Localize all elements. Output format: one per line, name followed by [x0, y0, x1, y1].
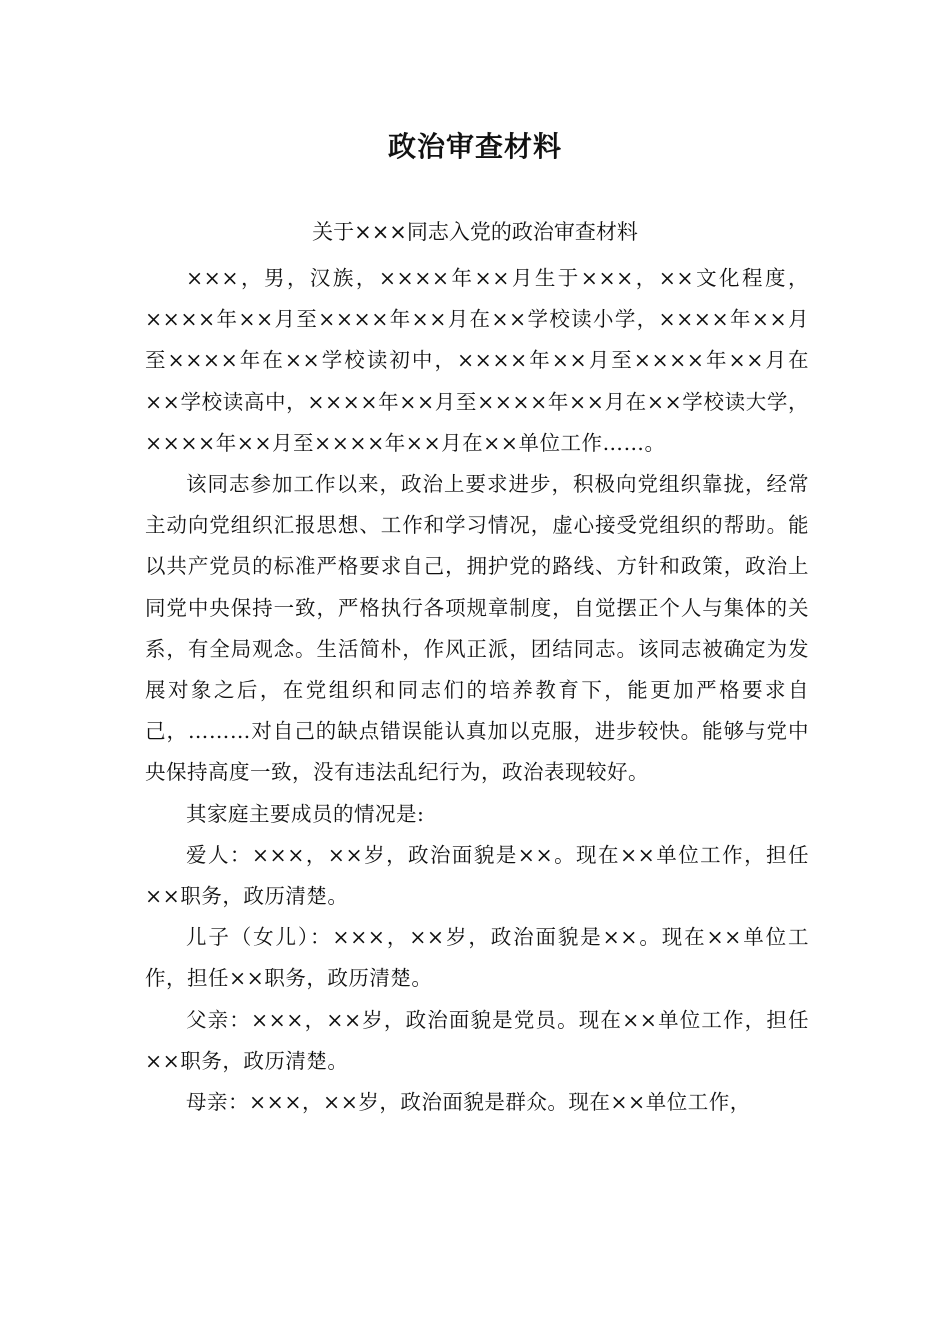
paragraph-child: 儿子（女儿）：×××，××岁，政治面貌是××。现在××单位工作，担任××职务，政历清楚。 — [145, 925, 809, 991]
paragraph-family-intro: 其家庭主要成员的情况是: — [186, 801, 425, 826]
document-title: 政治审查材料 — [387, 130, 562, 163]
paragraph-spouse: 爱人：×××，××岁，政治面貌是××。现在××单位工作，担任××职务，政历清楚。 — [145, 842, 809, 909]
paragraph-political-performance: 该同志参加工作以来，政治上要求进步，积极向党组织靠拢，经常主动向党组织汇报思想、工作和学习情况，虚心接受党组织的帮助。能以共产党员的标准严格要求自己，拥护党的路线、方针和政策，政治上同党中央保持一致，严格执行各项规章制度，自觉摆正个人与集体的关系，有全局观念。生活简朴，作风正派，团结同志。该同志被确定为发展对象之后，在党组织和同志们的培养教育下，能更加严格要求自己，………对自己的缺点错误能认真加以克服，进步较快。能够与党中央保持高度一致，没有违法乱纪行为，政治表现较好。 — [145, 472, 809, 785]
paragraph-personal-history: ×××，男，汉族，××××年××月生于×××，××文化程度，××××年××月至××××年××月在××学校读小学，××××年××月至××××年在××学校读初中，××××年××月至××××年××月在××学校读高中，××××年××月至××××年××月在××学校读大学，××××年××月至××××年××月在××单位工作……。 — [145, 266, 809, 455]
document-body — [145, 258, 809, 1123]
document-subtitle: 关于×××同志入党的政治审查材料 — [312, 220, 638, 244]
paragraph-mother: 母亲：×××，××岁，政治面貌是群众。现在××单位工作， — [186, 1090, 751, 1115]
paragraph-father: 父亲：×××，××岁，政治面貌是党员。现在××单位工作，担任××职务，政历清楚。 — [145, 1007, 809, 1073]
